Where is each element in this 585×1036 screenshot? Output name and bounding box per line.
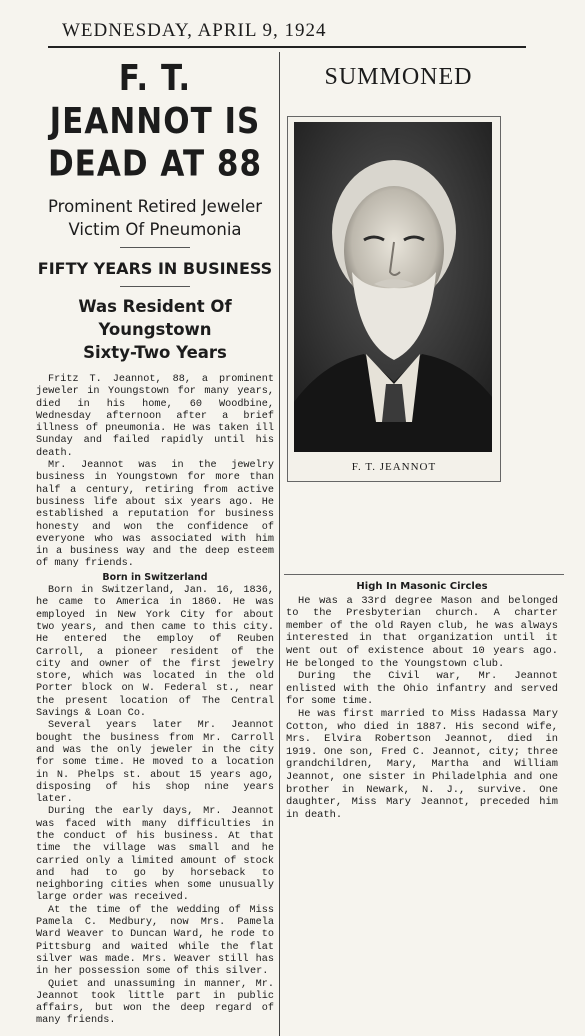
article-paragraph: Mr. Jeannot was in the jewelry business in Youngstown for more than half a century, retiring from active business life about six years ago. He established a reputation for business honesty and won the confidence of everyone who was associated with him in a business way and the deep esteem of many friends. [36, 460, 274, 570]
deck-separator [120, 247, 190, 248]
dateline: WEDNESDAY, APRIL 9, 1924 [62, 20, 327, 41]
portrait-illustration [294, 122, 492, 452]
deck-1-line-2: Victim Of Pneumonia [68, 220, 242, 239]
masonic-column [286, 580, 558, 821]
headline-line-2: DEAD AT 88 [47, 143, 263, 185]
article-paragraph: Quiet and unassuming in manner, Mr. Jeannot took little part in public affairs, but won the deep regard of many friends. [36, 978, 274, 1027]
article-subhead: Born in Switzerland [102, 571, 208, 583]
deck-3 [36, 295, 274, 364]
article-paragraph: At the time of the wedding of Miss Pamela C. Medbury, now Mrs. Pamela Ward Weaver to Duncan Ward, he rode to Pittsburg and waited while the flat silver was made. Mrs. Weaver still has in her possession some of this silver. [36, 904, 274, 978]
masonic-paragraph: During the Civil war, Mr. Jeannot enlisted with the Ohio infantry and served for some time. [286, 670, 558, 708]
portrait-photo [294, 122, 492, 452]
masonic-body [286, 581, 558, 821]
portrait-caption: F. T. JEANNOT [351, 461, 437, 473]
headline-line-1: F. T. JEANNOT IS [49, 58, 261, 142]
headline [36, 58, 274, 186]
article-paragraph: Born in Switzerland, Jan. 16, 1836, he came to America in 1860. He was employed in New York City for about two years, and then came to this city. He entered the employ of Reuben Carroll, a pioneer resident of the city and owner of the first jewelry store, which was located in the old Porter block on W. Federal st., near the present location of The Central Savings & Loan Co. [36, 585, 274, 720]
article-column [36, 52, 274, 1036]
deck-2: FIFTY YEARS IN BUSINESS [37, 259, 273, 278]
article-paragraph: Fritz T. Jeannot, 88, a prominent jeweler in Youngstown for many years, died in his home, 60 Woodbine, Wednesday afternoon after a brief illness of pneumonia. He was taken ill Sunday and failed rapidly until his death. [36, 374, 274, 459]
photo-heading: SUMMONED [324, 64, 473, 90]
masonic-paragraph: He was a 33rd degree Mason and belonged to the Presbyterian church. A charter member of the old Rayen club, he was always interested in that organization until it went out of existence about 10 years ago. He belonged to the Youngstown club. [286, 594, 558, 670]
deck-1-line-1: Prominent Retired Jeweler [47, 197, 263, 216]
masonic-paragraph: He was first married to Miss Hadassa Mary Cotton, who died in 1887. His second wife, Mrs. Elvira Robertson Jeannot, died in 1919. One son, Fred C. Jeannot, city; three grandchildren, Mary, Martha and William Jeannot, one sister in Philadelphia and one brother in Newark, N. J., survive. One daughter, Miss Mary Jeannot, preceded him in death. [286, 707, 558, 821]
deck-separator [120, 286, 190, 287]
deck-3-line-2: Sixty-Two Years [83, 343, 227, 362]
masonic-subhead: High In Masonic Circles [356, 581, 488, 592]
column-rule [279, 52, 280, 1036]
top-rule [48, 46, 526, 48]
deck-3-line-1: Was Resident Of Youngstown [78, 297, 232, 339]
article-body [36, 374, 274, 1028]
article-paragraph: Several years later Mr. Jeannot bought the business from Mr. Carroll and was the only jeweler in the city for some time. He moved to a location in N. Phelps st. about 15 years ago, disposing of his shop nine years later. [36, 720, 274, 806]
masonic-box-rule [284, 574, 564, 575]
portrait-frame [287, 116, 501, 482]
deck-1 [36, 195, 274, 241]
article-paragraph: During the early days, Mr. Jeannot was faced with many difficulties in the conduct of his business. At that time the village was small and he carried only a limited amount of stock and had to go by horseback to neighboring cities when some unusually large order was received. [36, 806, 274, 904]
